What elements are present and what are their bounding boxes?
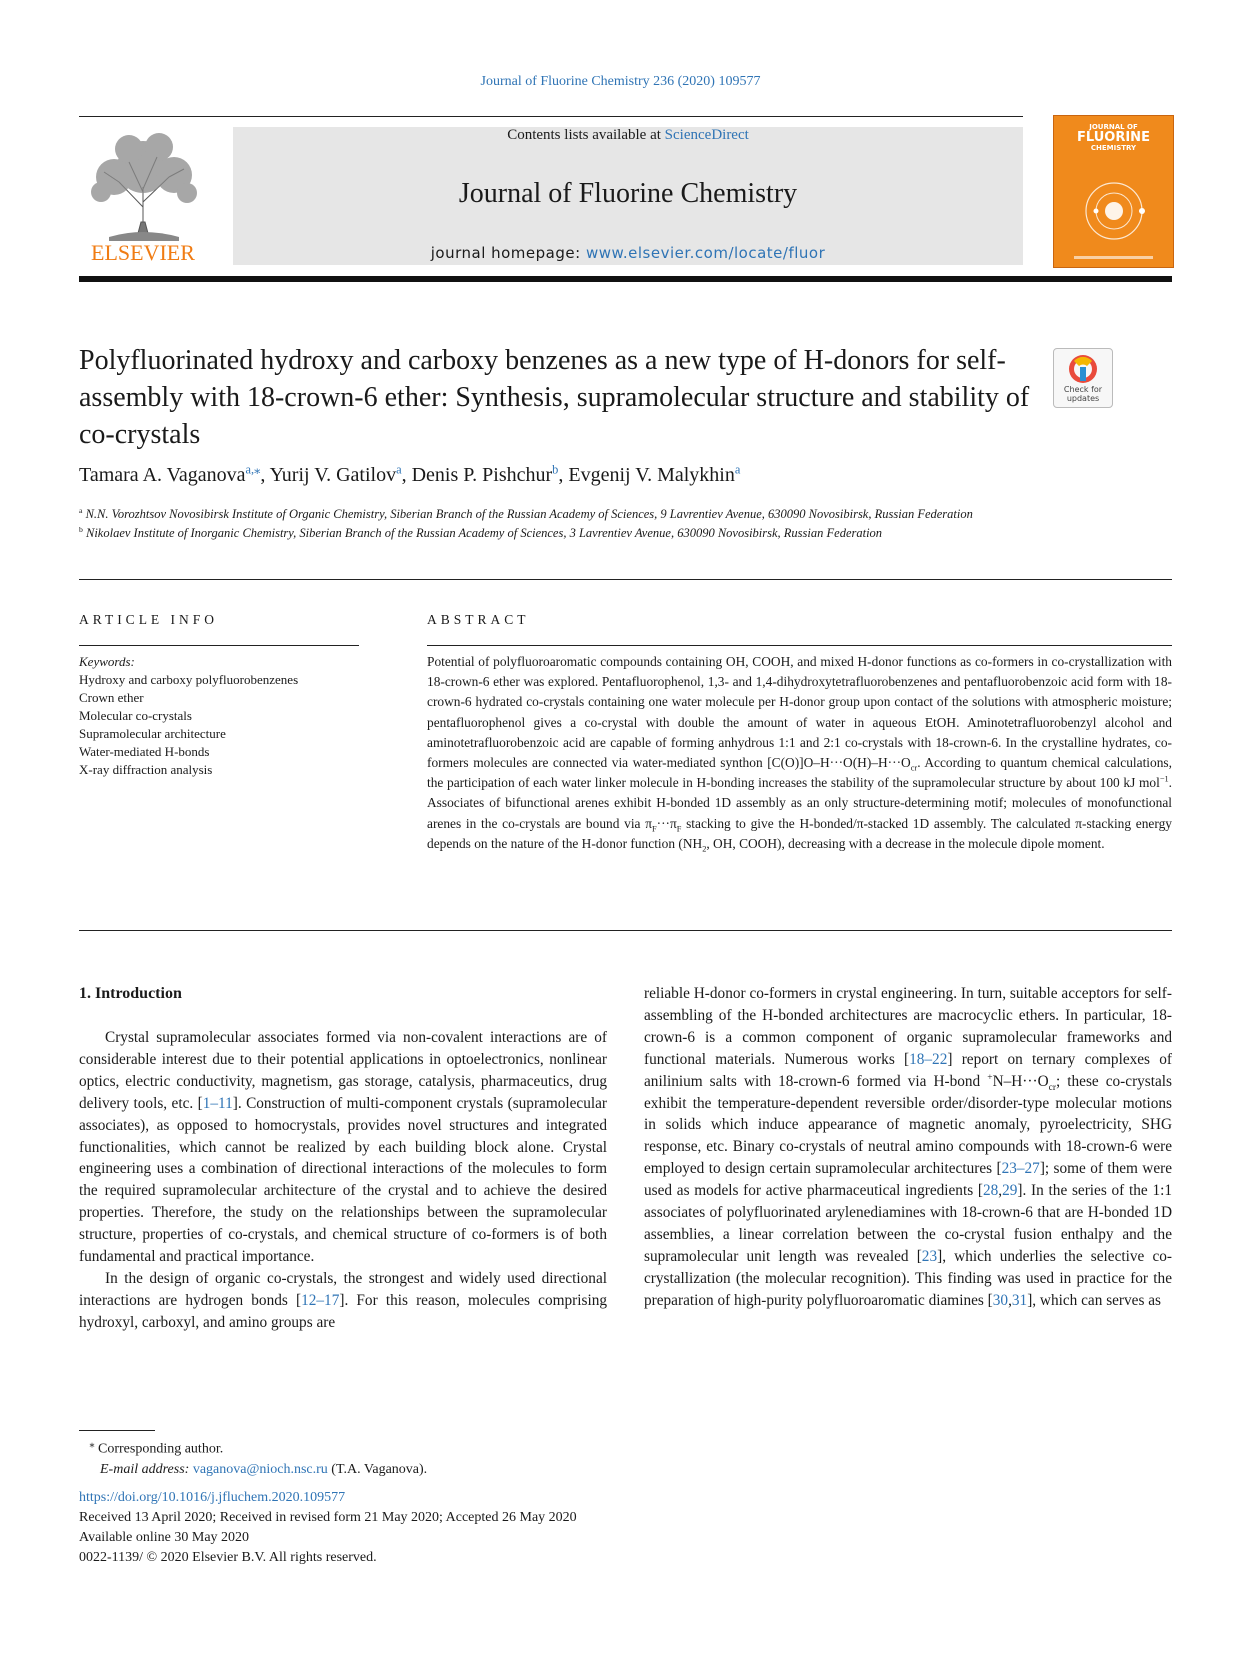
body-column-right (644, 983, 1172, 1312)
text-segment: N–H···O (992, 1072, 1049, 1090)
reference-link[interactable]: 23 (921, 1247, 938, 1265)
paragraph (79, 1027, 607, 1268)
article-metadata (79, 1488, 879, 1568)
text-segment: ]. For this reason, molecules comprising hydroxyl, carboxyl, and amino groups are (79, 1291, 608, 1331)
received-dates: Received 13 April 2020; Received in revised form 21 May 2020; Accepted 26 May 2020 (79, 1510, 577, 1525)
paragraph: reliable H-donor co-formers in crystal engineering. In turn, suitable acceptors for self-assembling of the H-bonded architectures are macrocyclic ethers. In particular, 18-crown-6 is a common component of organic supramolecular frameworks and functional materials. Numerous works [18–22] report on ternary complexes of anilinium salts with 18-crown-6 formed via H-bond $^+N-H\cdot\cdot\cdot O_{cr}$; these co-crystals exhibit the temperature-dependent reversible order/disorder-type molecular motions in solids which induce appearance of magnetic anomaly, pyroelectricity, SHG response, etc. Binary co-crystals of neutral amino compounds with 18-crown-6 were employed to design certain supramolecular architectures [23–27]; some of them were used as models for active pharmaceutical ingredients [28,29]. In the series of the 1:1 associates of polyfluorinated arylenediamines with 18-crown-6 that are H-bonded 1D assemblies, a linear correlation between the co-crystal fusion enthalpy and the supramolecular unit length was revealed [23], which underlies the selective co-crystallization (the molecular recognition). This finding was used in practice for the preparation of high-purity polyfluoroaromatic diamines [30,31], which can serves as (644, 985, 1173, 1309)
abstract-subscript: cr (910, 763, 918, 773)
subscript: cr (1048, 1082, 1056, 1093)
author-affil-mark[interactable]: b (552, 462, 559, 477)
text-segment: ] report on ternary complexes of anilinium salts with 18-crown-6 formed via H-bond (644, 1050, 1172, 1090)
reference-link[interactable]: 1–11 (202, 1094, 233, 1112)
journal-cover[interactable] (1053, 115, 1174, 268)
reference-link[interactable]: 12–17 (301, 1291, 340, 1309)
footnote-mark: ⁎ (89, 1439, 95, 1450)
text-segment: In the design of organic co-crystals, the strongest and widely used directional interactions are hydrogen bonds [ (79, 1269, 607, 1309)
elsevier-logo-text: ELSEVIER (91, 240, 195, 265)
footnote (79, 1435, 779, 1480)
text-segment: Crystal supramolecular associates formed via non-covalent interactions are of considerable interest due to their potential applications in optoelectronics, nonlinear optics, electric conductivity, magnetism, gas storage, catalysis, pharmaceutics, drug delivery tools, etc. [ (79, 1029, 607, 1112)
author-name: Tamara A. Vaganova (79, 464, 246, 486)
available-online: Available online 30 May 2020 (79, 1530, 250, 1545)
abstract-rule (427, 645, 1172, 646)
copyright: 0022-1139/ © 2020 Elsevier B.V. All rights reserved. (79, 1550, 377, 1565)
superscript: + (987, 1072, 993, 1083)
footnote-rule (79, 1430, 155, 1431)
author-list: Tamara A. Vaganova$^{a,⁎}$, Yurij V. Gatilov$^a$, Denis P. Pishchur$^b$, Evgenij V. Malykhin$^a$ (79, 462, 741, 486)
reference-link[interactable]: 31 (1011, 1291, 1028, 1309)
header-thick-rule (79, 276, 1172, 282)
email-label: E-mail address: (100, 1461, 193, 1477)
contents-prefix: Contents lists available at (507, 127, 665, 143)
affiliation-mark: b (79, 524, 83, 534)
paper-title: Polyfluorinated hydroxy and carboxy benzenes as a new type of H-donors for self-assembly with 18-crown-6 ether: Synthesis, supramolecular structure and stability of co-crystals (79, 345, 1030, 450)
article-info-rule (79, 645, 359, 646)
affiliation-b (79, 524, 1039, 542)
crossmark-icon (1054, 349, 1112, 389)
elsevier-logo[interactable] (79, 127, 207, 265)
author-name: Yurij V. Gatilov (269, 464, 397, 486)
cover-line2: FLUORINE (1077, 130, 1150, 146)
keyword-item: Water-mediated H-bonds (79, 744, 210, 759)
abstract-bottom-rule (79, 930, 1172, 931)
crossmark-label: Check for updates (1063, 385, 1103, 403)
abstract-segment: , OH, COOH), decreasing with a decrease in the molecule dipole moment. (706, 835, 1105, 851)
homepage-prefix: journal homepage: (430, 244, 586, 262)
affiliation-text: N.N. Vorozhtsov Novosibirsk Institute of Organic Chemistry, Siberian Branch of the Russian Academy of Sciences, 9 Lavrentiev Avenue, 630090 Novosibirsk, Russian Federation (85, 507, 973, 521)
affiliation-mark: a (79, 505, 83, 515)
abstract-subscript: 2 (702, 844, 707, 854)
keyword-item: Hydroxy and carboxy polyfluorobenzenes (79, 672, 299, 687)
journal-homepage (233, 244, 1023, 262)
sciencedirect-link[interactable]: ScienceDirect (664, 127, 749, 143)
title-bottom-rule (79, 579, 1172, 580)
corresponding-author-note (79, 1435, 779, 1460)
body-column-left (79, 1027, 607, 1334)
author-name: Denis P. Pishchur (411, 464, 553, 486)
abstract-superscript: −1 (1159, 774, 1169, 784)
text-segment: ; these co-crystals exhibit the temperature-dependent reversible order/disorder-type molecular motions in solids which induce appearance of magnetic anomaly, pyroelectricity, SHG response, etc. Binary co-crystals of neutral amino compounds with 18-crown-6 were employed to design certain supramolecular architectures [ (644, 1072, 1173, 1178)
email-line (79, 1460, 779, 1480)
abstract-segment: . According to quantum chemical calculations, the participation of each water linker molecule in H-bonding increases the stability of the supramolecular structure by about 100 kJ mol (427, 755, 1172, 791)
abstract-heading: ABSTRACT (427, 612, 530, 627)
affiliation-a (79, 505, 1039, 523)
email-suffix: (T.A. Vaganova). (327, 1461, 428, 1477)
elsevier-tree-icon (79, 127, 207, 265)
keyword-item: Crown ether (79, 690, 144, 705)
abstract-subscript: F (676, 824, 682, 834)
abstract-segment: Potential of polyfluoroaromatic compounds containing OH, COOH, and mixed H-donor functions as co-formers in co-crystallization with 18-crown-6 ether was explored. Pentafluorophenol, 1,3- and 1,4-dihydroxytetrafluorobenzenes and pentafluorobenzoic acid form with 18-crown-6 hydrated co-crystals containing one water molecule per H-donor group upon contact of the solutions with atmospheric moisture; pentafluorophenol gives a co-crystal with double the amount of water in aqueous EtOH. Aminotetrafluorobenzyl alcohol and aminotetrafluorobenzoic acid are capable of forming anhydrous 1:1 and 2:1 co-crystals with 18-crown-6. In the crystalline hydrates, co-formers molecules are connected via water-mediated synthon [C(O)]O–H···O(H)–H···O (427, 654, 1172, 771)
abstract-text (427, 652, 1172, 854)
keywords-label: Keywords: (79, 654, 135, 669)
abstract-subscript: F (651, 824, 657, 834)
reference-link[interactable]: 28 (982, 1182, 999, 1200)
contents-line (233, 127, 1023, 144)
homepage-link[interactable]: www.elsevier.com/locate/fluor (585, 244, 826, 262)
text-segment: ], which can serves as (1027, 1291, 1161, 1309)
cover-line1: JOURNAL OF (1089, 123, 1138, 131)
reference-link[interactable]: 18–22 (909, 1050, 948, 1068)
author-affil-mark[interactable]: a,⁎ (245, 462, 261, 477)
journal-title: Journal of Fluorine Chemistry (458, 178, 798, 209)
keyword-item: Molecular co-crystals (79, 708, 192, 723)
footnote-text: Corresponding author. (98, 1441, 224, 1457)
text-segment: ]; some of them were used as models for active pharmaceutical ingredients [ (644, 1160, 1173, 1200)
header-top-rule (79, 116, 1023, 117)
article-info-heading: ARTICLE INFO (79, 612, 219, 627)
text-segment: reliable H-donor co-formers in crystal engineering. In turn, suitable acceptors for self-assembling of the H-bonded architectures are macrocyclic ethers. In particular, 18-crown-6 is a common component of organic supramolecular frameworks and functional materials. Numerous works [ (644, 985, 1172, 1068)
journal-citation[interactable]: Journal of Fluorine Chemistry 236 (2020) 109577 (480, 74, 761, 89)
author-affil-mark[interactable]: a (396, 462, 402, 477)
keywords-block (79, 653, 379, 779)
paragraph (79, 1268, 607, 1334)
doi-link[interactable]: https://doi.org/10.1016/j.jfluchem.2020.109577 (79, 1490, 346, 1505)
keyword-item: Supramolecular architecture (79, 726, 226, 741)
reference-link[interactable]: 30 (992, 1291, 1009, 1309)
author-name: Evgenij V. Malykhin (568, 464, 735, 486)
abstract-segment: ···π (656, 815, 677, 831)
text-segment: ], which underlies the selective co-crystallization (the molecular recognition). This finding was used in practice for the preparation of high-purity polyfluoroaromatic diamines [ (644, 1247, 1172, 1309)
abstract-segment: . Associates of bifunctional arenes exhibit H-bonded 1D assembly as an only structure-determining motif; molecules of monofunctional arenes in the co-crystals are bound via π (427, 775, 1172, 831)
crossmark-badge[interactable] (1053, 348, 1113, 408)
text-segment: ]. Construction of multi-component crystals (supramolecular associates), as opposed to homocrystals, provides novel structures and integrated functionalities, which cannot be realized by each building block alone. Crystal engineering uses a combination of directional interactions of the molecules to form the required supramolecular architecture of the crystal and to achieve the desired properties. Therefore, the study on the relationships between the supramolecular structure, properties of co-crystals, and chemical structure of co-formers is of both fundamental and practical importance. (79, 1094, 607, 1266)
atom-icon (1054, 116, 1173, 267)
section-heading-introduction: 1. Introduction (79, 985, 182, 1002)
cover-line3: CHEMISTRY (1090, 143, 1137, 152)
abstract-segment: stacking to give the H-bonded/π-stacked 1D assembly. The calculated π-stacking energy depends on the nature of the H-donor function (NH (427, 815, 1172, 851)
text-segment: ]. In the series of the 1:1 associates of polyfluorinated arylenediamines with 18-crown-6 that are H-bonded 1D assemblies, a linear correlation between the co-crystal fusion enthalpy and the supramolecular unit length was revealed [ (644, 1182, 1172, 1265)
reference-link[interactable]: 23–27 (1001, 1160, 1040, 1178)
affiliations (79, 505, 1039, 543)
author-affil-mark[interactable]: a (734, 462, 741, 477)
affiliation-text: Nikolaev Institute of Inorganic Chemistry, Siberian Branch of the Russian Academy of Sciences, 3 Lavrentiev Avenue, 630090 Novosibirsk, Russian Federation (86, 526, 883, 540)
keyword-item: X-ray diffraction analysis (79, 762, 213, 777)
email-link[interactable]: vaganova@nioch.nsc.ru (192, 1461, 328, 1477)
reference-link[interactable]: 29 (1002, 1182, 1018, 1200)
